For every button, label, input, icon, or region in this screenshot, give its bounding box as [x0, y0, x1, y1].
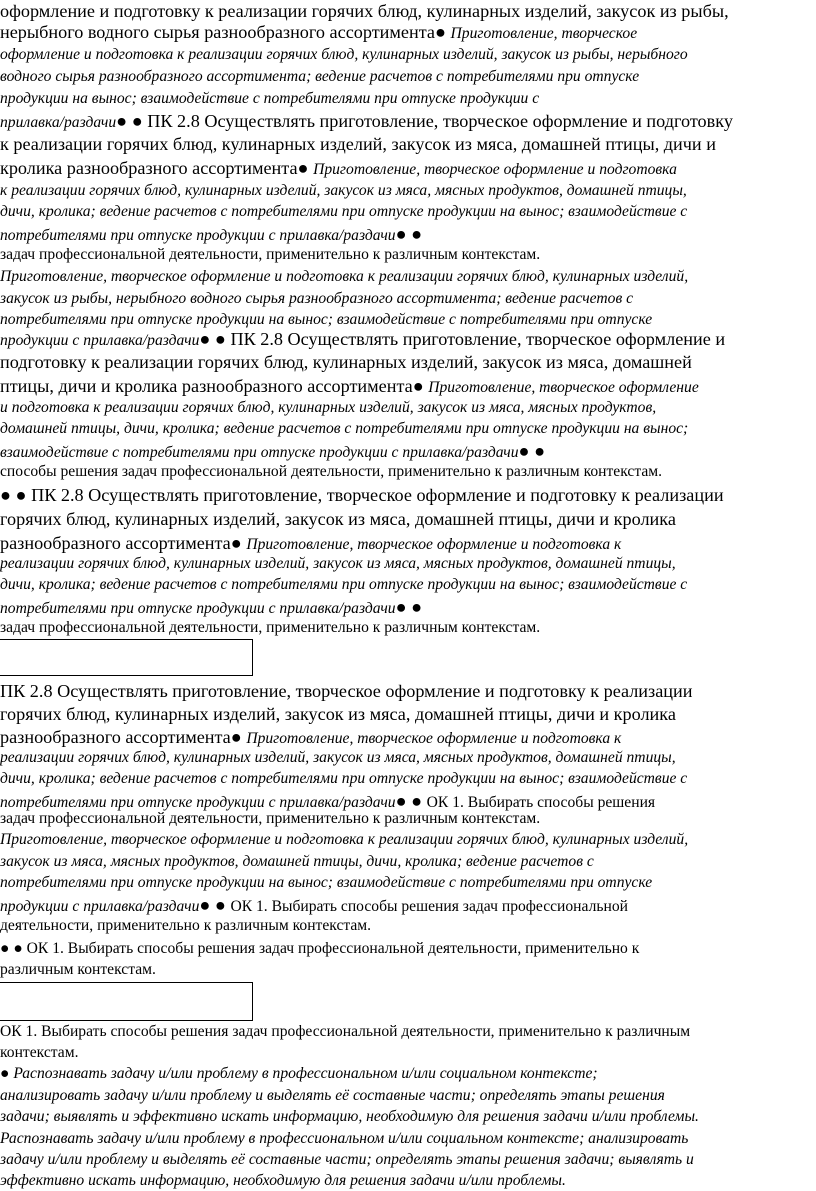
- bullet-icon: ● ●: [518, 441, 546, 461]
- text-run: оформление и подготовка к реализации горячих блюд, кулинарных изделий, закусок из рыбы, нерыбного: [0, 46, 688, 63]
- text-line: [0, 350, 816, 375]
- bullet-icon: ● ●: [395, 597, 423, 617]
- text-run: Распознавать задачу и/или проблему в профессиональном и/или социальном контексте; анализировать: [0, 1130, 689, 1147]
- bullet-icon: ● ●: [395, 224, 423, 244]
- bullet-icon: ●: [412, 376, 429, 396]
- text-run: и подготовка к реализации горячих блюд, кулинарных изделий, закусок из мяса, мясных продуктов,: [0, 399, 657, 416]
- text-line: [0, 180, 816, 202]
- text-line: [0, 872, 816, 894]
- text-run: закусок из рыбы, нерыбного водного сырья разнообразного ассортимента; ведение расчетов с: [0, 290, 634, 307]
- text-run: горячих блюд, кулинарных изделий, закусок из мяса, домашней птицы, дичи и кролика: [0, 509, 676, 529]
- text-line: [0, 1106, 816, 1128]
- text-run: к реализации горячих блюд, кулинарных изделий, закусок из мяса, мясных продуктов, домашней птицы,: [0, 182, 687, 199]
- text-line: [0, 44, 816, 66]
- text-run: птицы, дичи и кролика разнообразного ассортимента: [0, 376, 413, 396]
- text-run: ОК 1. Выбирать способы решения задач профессиональной деятельности, применительно к: [26, 940, 640, 957]
- text-run: потребителями при отпуске продукции с прилавка/раздачи: [0, 794, 396, 811]
- bullet-icon: ● ●: [395, 791, 427, 811]
- text-run: ПК 2.8 Осуществлять приготовление, творческое оформление и подготовку к реализации: [0, 681, 693, 701]
- text-line: [0, 483, 816, 508]
- bullet-icon: ● ●: [0, 485, 32, 505]
- text-run: дичи, кролика; ведение расчетов с потребителями при отпуске продукции на вынос; взаимодействие с: [0, 203, 688, 220]
- text-run: прилавка/раздачи: [0, 114, 117, 131]
- text-line: [0, 327, 816, 352]
- text-run: Приготовление, творческое: [450, 25, 638, 42]
- text-line: [0, 959, 816, 981]
- bullet-icon: ● ●: [199, 895, 231, 915]
- text-run: нерыбного водного сырья разнообразного ассортимента: [0, 22, 435, 42]
- text-line: [0, 1085, 816, 1107]
- text-run: задачу и/или проблему и выделять её составные части; определять этапы решения задачи; выявлять и: [0, 1151, 694, 1168]
- text-line: [0, 397, 816, 419]
- bullet-icon: ●: [230, 727, 247, 747]
- text-run: реализации горячих блюд, кулинарных изделий, закусок из мяса, мясных продуктов, домашней птицы,: [0, 555, 676, 572]
- text-run: анализировать задачу и/или проблему и выделять её составные части; определять этапы решения: [0, 1087, 665, 1104]
- bullet-icon: ● ●: [0, 940, 27, 957]
- text-line: [0, 702, 816, 727]
- text-run: оформление и подготовку к реализации горячих блюд, кулинарных изделий, закусок из рыбы,: [0, 1, 729, 21]
- text-line: [0, 808, 816, 830]
- text-run: деятельности, применительно к различным контекстам.: [0, 917, 372, 934]
- text-run: ОК 1. Выбирать способы решения задач профессиональной: [230, 898, 628, 915]
- text-run: потребителями при отпуске продукции на вынос; взаимодействие с потребителями при отпуске: [0, 874, 653, 891]
- text-line: [0, 851, 816, 873]
- text-run: закусок из мяса, мясных продуктов, домашней птицы, дичи, кролика; ведение расчетов с: [0, 853, 594, 870]
- text-run: дичи, кролика; ведение расчетов с потребителями при отпуске продукции на вынос; взаимодействие с: [0, 576, 688, 593]
- text-run: домашней птицы, дичи, кролика; ведение расчетов с потребителями при отпуске продукции на вынос;: [0, 420, 689, 437]
- text-run: ПК 2.8 Осуществлять приготовление, творческое оформление и подготовку: [147, 111, 733, 131]
- text-line: [0, 1149, 816, 1171]
- text-run: водного сырья разнообразного ассортимента; ведение расчетов с потребителями при отпуске: [0, 68, 640, 85]
- text-line: [0, 938, 816, 960]
- text-line: [0, 244, 816, 266]
- bullet-icon: ●: [230, 533, 247, 553]
- text-run: Приготовление, творческое оформление и подготовка к: [246, 536, 622, 553]
- bullet-icon: ●: [0, 1065, 14, 1082]
- text-run: Приготовление, творческое оформление и подготовка к реализации горячих блюд, кулинарных изделий,: [0, 831, 689, 848]
- text-run: потребителями при отпуске продукции с прилавка/раздачи: [0, 600, 396, 617]
- text-line: [0, 20, 816, 45]
- text-run: взаимодействие с потребителями при отпуске продукции с прилавка/раздачи: [0, 444, 519, 461]
- text-run: Приготовление, творческое оформление: [428, 379, 699, 396]
- text-run: задач профессиональной деятельности, применительно к различным контекстам.: [0, 246, 541, 263]
- text-line: [0, 66, 816, 88]
- text-run: продукции с прилавка/раздачи: [0, 332, 200, 349]
- bullet-icon: ● ●: [116, 111, 148, 131]
- text-run: горячих блюд, кулинарных изделий, закусок из мяса, домашней птицы, дичи и кролика: [0, 704, 676, 724]
- text-run: контекстам.: [0, 1044, 79, 1061]
- text-line: [0, 201, 816, 223]
- text-run: дичи, кролика; ведение расчетов с потребителями при отпуске продукции на вынос; взаимодействие с: [0, 770, 688, 787]
- text-run: продукции с прилавка/раздачи: [0, 898, 200, 915]
- text-line: [0, 1063, 816, 1085]
- bullet-icon: ●: [297, 158, 314, 178]
- text-run: реализации горячих блюд, кулинарных изделий, закусок из мяса, мясных продуктов, домашней птицы,: [0, 749, 676, 766]
- text-line: [0, 266, 816, 288]
- text-line: [0, 1170, 816, 1191]
- bullet-icon: ●: [434, 22, 451, 42]
- text-run: различным контекстам.: [0, 961, 156, 978]
- text-run: Приготовление, творческое оформление и подготовка: [313, 161, 677, 178]
- text-line: [0, 829, 816, 851]
- empty-table-cell: [0, 639, 253, 676]
- text-run: к реализации горячих блюд, кулинарных изделий, закусок из мяса, домашней птицы, дичи и: [0, 134, 716, 154]
- text-line: [0, 679, 816, 704]
- text-run: потребителями при отпуске продукции на вынос; взаимодействие с потребителями при отпуске: [0, 311, 653, 328]
- text-line: [0, 1042, 816, 1064]
- text-run: потребителями при отпуске продукции с прилавка/раздачи: [0, 227, 396, 244]
- text-line: [0, 132, 816, 157]
- text-run: Распознавать задачу и/или проблему в профессиональном и/или социальном контексте;: [13, 1065, 598, 1082]
- text-line: [0, 374, 816, 399]
- text-run: разнообразного ассортимента: [0, 533, 231, 553]
- text-line: [0, 507, 816, 532]
- text-run: задачи; выявлять и эффективно искать информацию, необходимую для решения задачи и/или проблемы.: [0, 1108, 699, 1125]
- text-run: задач профессиональной деятельности, применительно к различным контекстам.: [0, 810, 541, 827]
- bullet-icon: ● ●: [199, 329, 231, 349]
- text-run: эффективно искать информацию, необходимую для решения задачи и/или проблемы.: [0, 1172, 566, 1189]
- text-line: [0, 1021, 816, 1043]
- empty-table-cell: [0, 982, 253, 1021]
- text-run: разнообразного ассортимента: [0, 727, 231, 747]
- text-run: задач профессиональной деятельности, применительно к различным контекстам.: [0, 619, 541, 636]
- text-run: ОК 1. Выбирать способы решения задач профессиональной деятельности, применительно к различным: [0, 1023, 691, 1040]
- text-run: Приготовление, творческое оформление и подготовка к: [246, 730, 622, 747]
- text-run: Приготовление, творческое оформление и подготовка к реализации горячих блюд, кулинарных изделий,: [0, 268, 689, 285]
- text-run: кролика разнообразного ассортимента: [0, 158, 298, 178]
- text-line: [0, 418, 816, 440]
- text-line: [0, 747, 816, 769]
- text-line: [0, 553, 816, 575]
- text-line: [0, 109, 816, 134]
- text-run: ОК 1. Выбирать способы решения: [426, 794, 656, 811]
- text-run: подготовку к реализации горячих блюд, кулинарных изделий, закусок из мяса, домашней: [0, 352, 692, 372]
- text-line: [0, 915, 816, 937]
- text-line: [0, 617, 816, 639]
- text-line: [0, 461, 816, 483]
- text-line: [0, 768, 816, 790]
- text-run: продукции на вынос; взаимодействие с потребителями при отпуске продукции с: [0, 90, 540, 107]
- text-line: [0, 88, 816, 110]
- text-run: ПК 2.8 Осуществлять приготовление, творческое оформление и подготовку к реализации: [31, 485, 724, 505]
- text-line: [0, 288, 816, 310]
- text-line: [0, 156, 816, 181]
- text-run: ПК 2.8 Осуществлять приготовление, творческое оформление и: [230, 329, 726, 349]
- text-line: [0, 574, 816, 596]
- text-line: [0, 1128, 816, 1150]
- text-run: способы решения задач профессиональной деятельности, применительно к различным контекстам.: [0, 463, 663, 480]
